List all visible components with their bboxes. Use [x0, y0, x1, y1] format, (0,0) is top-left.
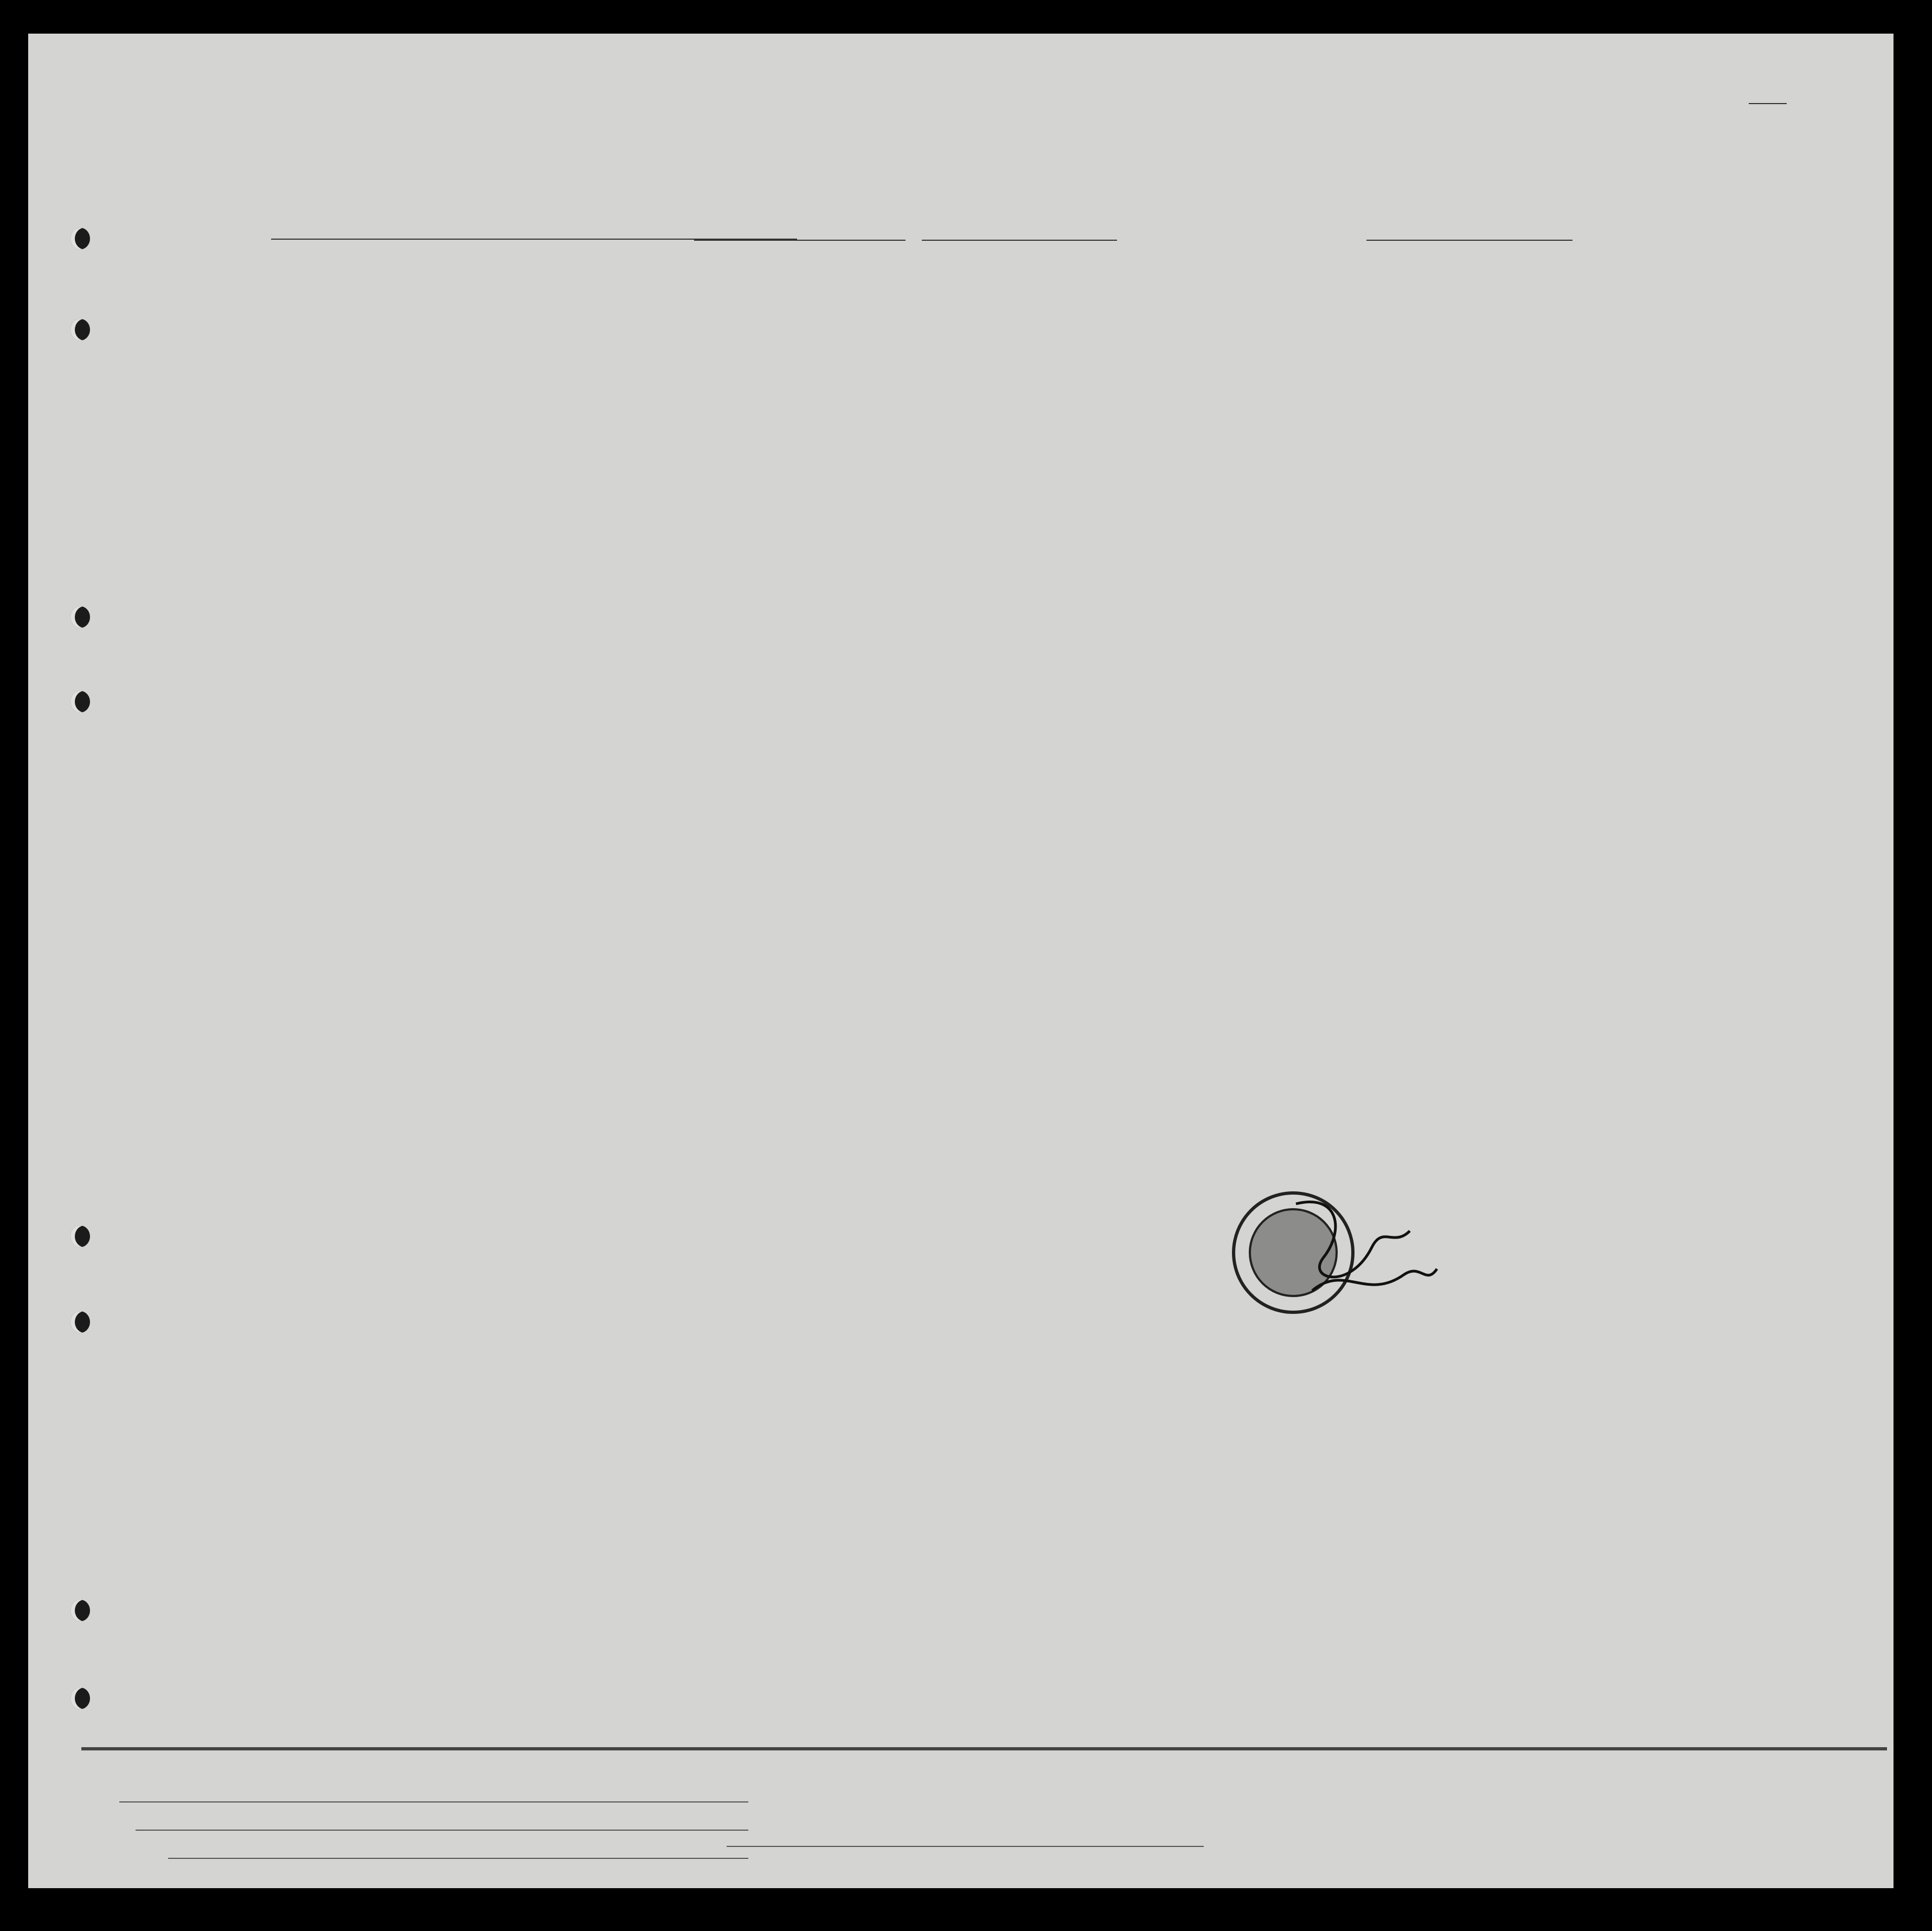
col-3-header [266, 291, 618, 312]
consul-seal [1231, 1182, 1459, 1323]
footer-divider [81, 1747, 1887, 1750]
col-10-header [1209, 291, 1266, 312]
line-underline [119, 1801, 748, 1802]
col-1-header [100, 291, 144, 296]
col-11-header [1269, 291, 1364, 312]
col-12-header [1366, 291, 1469, 312]
col-5-header [710, 291, 827, 312]
agents-underline [168, 1858, 748, 1859]
binder-hole [70, 228, 90, 249]
arrival-date [922, 240, 1117, 241]
from-port [1366, 240, 1572, 241]
arriving-port [694, 240, 906, 241]
col-4-header [618, 291, 708, 312]
col-15-header [1572, 291, 1703, 307]
inspector-underline [727, 1846, 1204, 1847]
sheet-number [1749, 103, 1787, 104]
binder-hole [70, 1311, 90, 1333]
binder-hole [70, 1226, 90, 1247]
col-7-header [1011, 291, 1103, 301]
binder-hole [70, 691, 90, 713]
owners-underline [136, 1830, 748, 1831]
binder-hole [70, 606, 90, 628]
binder-hole [70, 319, 90, 341]
col-13-header [1469, 291, 1516, 312]
col-14-header [1518, 291, 1570, 312]
col-6-header [830, 291, 1009, 312]
col-9-header [1163, 291, 1206, 312]
col-8-header [1106, 291, 1160, 301]
binder-hole [70, 1600, 90, 1621]
binder-hole [70, 1688, 90, 1709]
col-2-header [147, 291, 261, 296]
